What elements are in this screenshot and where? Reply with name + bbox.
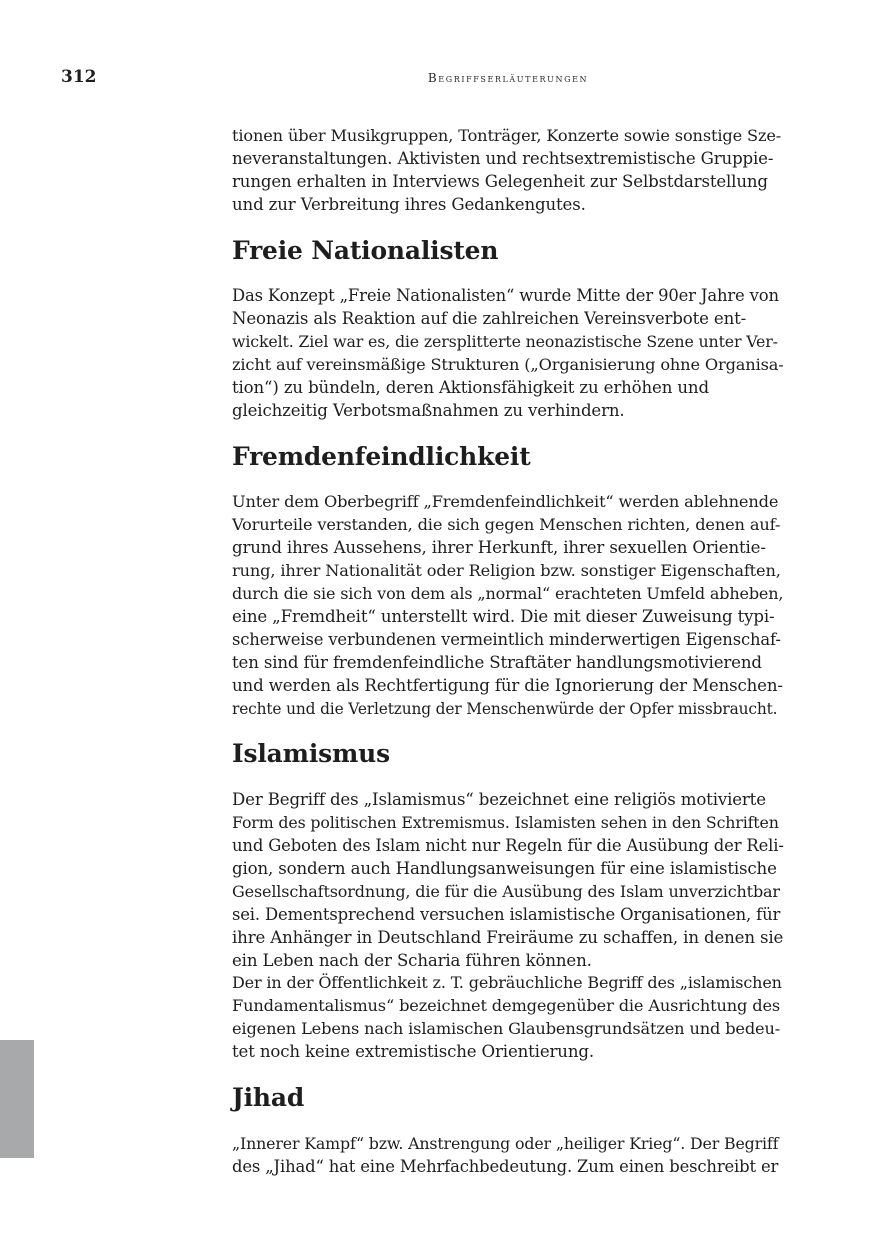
- text-line: rung, ihrer Nationalität oder Religion bzw. sonstiger Eigenschaften,: [232, 561, 781, 581]
- chapter-thumb-tab: [0, 1040, 34, 1158]
- term-heading-freie-nationalisten: Freie Nationalisten: [232, 235, 499, 265]
- text-line: Fundamentalismus“ bezeichnet demgegenüber die Ausrichtung des: [232, 996, 781, 1016]
- text-line: tion“) zu bündeln, deren Aktionsfähigkeit zu erhöhen und: [232, 377, 709, 397]
- text-line: des „Jihad“ hat eine Mehrfachbedeutung. Zum einen beschreibt er: [232, 1156, 779, 1176]
- text-line: gion, sondern auch Handlungsanweisungen für eine islamistische: [232, 858, 777, 878]
- text-line: Der Begriff des „Islamismus“ bezeichnet eine religiös motivierte: [232, 790, 766, 810]
- text-line: ten sind für fremdenfeindliche Straftäter handlungsmotivierend: [232, 652, 762, 672]
- term-heading-jihad: Jihad: [232, 1082, 305, 1112]
- text-line: rechte und die Verletzung der Menschenwürde der Opfer missbraucht.: [232, 699, 778, 718]
- term-heading-fremdenfeindlichkeit: Fremdenfeindlichkeit: [232, 441, 531, 471]
- definition-fremdenfeindlichkeit: [232, 491, 784, 720]
- text-line: rungen erhalten in Interviews Gelegenheit zur Selbstdarstellung: [232, 171, 768, 191]
- continuation-paragraph: [232, 125, 784, 217]
- text-line: und zur Verbreitung ihres Gedankengutes.: [232, 194, 586, 214]
- page-number: 312: [61, 67, 97, 87]
- text-line: neveranstaltungen. Aktivisten und rechtsextremistische Gruppie-: [232, 148, 774, 168]
- text-line: ein Leben nach der Scharia führen können.: [232, 950, 592, 970]
- text-line: durch die sie sich von dem als „normal“ erachteten Umfeld abheben,: [232, 584, 784, 604]
- text-line: Unter dem Oberbegriff „Fremdenfeindlichkeit“ werden ablehnende: [232, 492, 779, 512]
- text-line: tet noch keine extremistische Orientierung.: [232, 1042, 594, 1062]
- term-heading-islamismus: Islamismus: [232, 739, 390, 769]
- text-line: Der in der Öffentlichkeit z. T. gebräuchliche Begriff des „islamischen: [232, 973, 782, 993]
- running-header: Begriffserläuterungen: [427, 71, 589, 85]
- text-line: und Geboten des Islam nicht nur Regeln für die Ausübung der Reli-: [232, 836, 784, 855]
- text-line: tionen über Musikgruppen, Tonträger, Konzerte sowie sonstige Sze-: [232, 126, 782, 145]
- text-line: Vorurteile verstanden, die sich gegen Menschen richten, denen auf-: [232, 515, 781, 535]
- definition-islamismus: [232, 789, 784, 1064]
- text-line: ihre Anhänger in Deutschland Freiräume zu schaffen, in denen sie: [232, 927, 784, 947]
- text-line: Gesellschaftsordnung, die für die Ausübung des Islam unverzichtbar: [232, 881, 780, 901]
- text-line: wickelt. Ziel war es, die zersplitterte neonazistische Szene unter Ver-: [232, 332, 778, 352]
- text-line: und werden als Rechtfertigung für die Ignorierung der Menschen-: [232, 675, 783, 695]
- text-line: Form des politischen Extremismus. Islamisten sehen in den Schriften: [232, 813, 779, 833]
- definition-jihad: [232, 1133, 784, 1179]
- text-line: sei. Dementsprechend versuchen islamistische Organisationen, für: [232, 904, 781, 924]
- text-line: gleichzeitig Verbotsmaßnahmen zu verhindern.: [232, 400, 625, 420]
- text-line: eine „Fremdheit“ unterstellt wird. Die mit dieser Zuweisung typi-: [232, 606, 775, 626]
- text-line: Das Konzept „Freie Nationalisten“ wurde Mitte der 90er Jahre von: [232, 286, 779, 306]
- glossary-body: [232, 125, 784, 1179]
- text-line: Neonazis als Reaktion auf die zahlreichen Vereinsverbote ent-: [232, 309, 747, 329]
- text-line: eigenen Lebens nach islamischen Glaubensgrundsätzen und bedeu-: [232, 1019, 781, 1039]
- text-line: „Innerer Kampf“ bzw. Anstrengung oder „heiliger Krieg“. Der Begriff: [232, 1133, 779, 1153]
- definition-freie-nationalisten: [232, 285, 784, 422]
- text-line: grund ihres Aussehens, ihrer Herkunft, ihrer sexuellen Orientie-: [232, 538, 766, 558]
- text-line: scherweise verbundenen vermeintlich minderwertigen Eigenschaf-: [232, 629, 781, 649]
- text-line: zicht auf vereinsmäßige Strukturen („Organisierung ohne Organisa-: [232, 355, 784, 375]
